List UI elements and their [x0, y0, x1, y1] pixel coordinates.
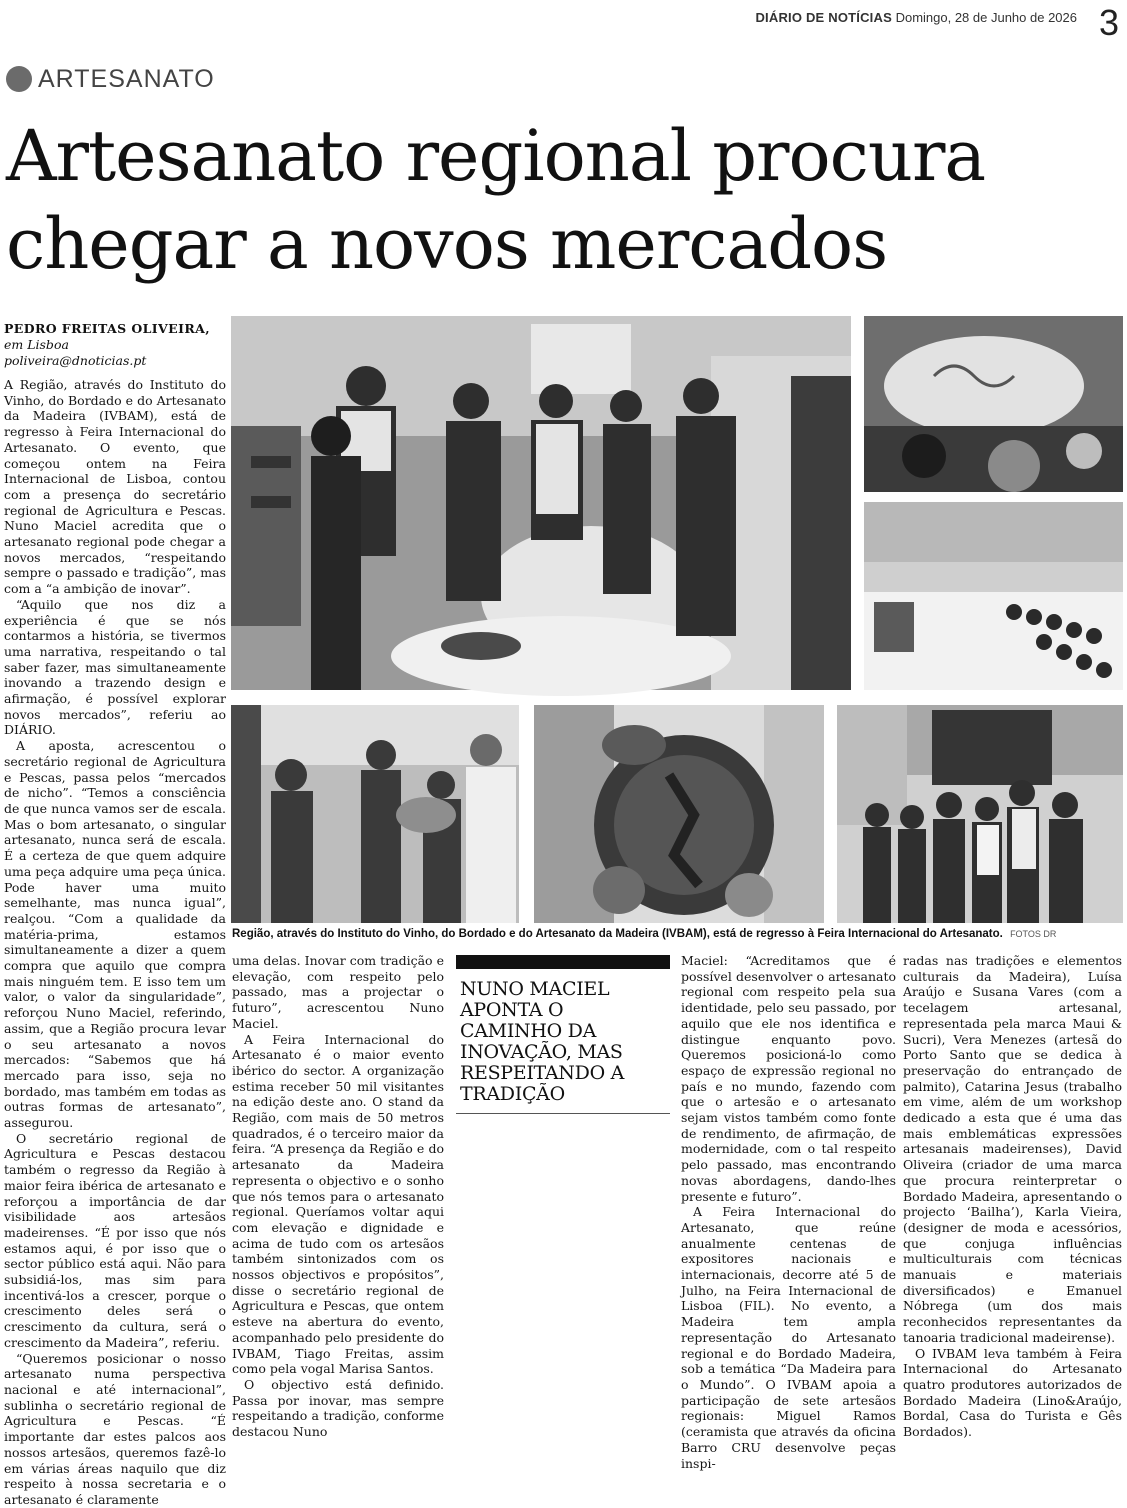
pull-quote-rule — [456, 1113, 670, 1114]
masthead — [0, 2, 1127, 43]
section-tag — [6, 64, 215, 94]
paragraph: uma delas. Inovar com tradição e elevação, com respeito pelo passado, mas a projectar o futuro”, acrescentou Nuno Maciel. — [232, 953, 444, 1031]
section-label: ARTESANATO — [38, 64, 215, 93]
byline — [4, 321, 226, 369]
caption-text: Região, através do Instituto do Vinho, do Bordado e do Artesanato da Madeira (IVBAM), está de regresso à Feira Internacional do Artesanato. — [232, 928, 1003, 940]
photo-caption — [232, 928, 1122, 940]
section-dot-icon — [6, 66, 32, 92]
page-meta — [755, 10, 1077, 25]
paragraph: A aposta, acrescentou o secretário regional de Agricultura e Pescas, passa pelos “mercados de nicho”. “Temos a consciência de que nunca vamos ser de escala. Mas o bom artesanato, o singular artesanato, nunca será de escala. É a certeza de que quem adquire uma peça adquire uma peça única. Pode haver uma muito semelhante, mas nunca igual”, realçou. “Com a qualidade da matéria-prima, estamos simultaneamente a dizer a quem compra que aquilo que compra mais ninguém tem. E isso tem um valor, o valor da singularidade”, reforçou Nuno Maciel, referindo, assim, que a Região procura levar o seu artesanato a novos mercados: “Sabemos que há mercado para isso, seja no bordado, mas também em todas as outras formas de artesanato”, assegurou. — [4, 738, 226, 1131]
article-column-3 — [681, 953, 896, 1471]
photo-stand-visit — [231, 316, 851, 690]
article-column-4 — [903, 953, 1122, 1440]
article-column-1 — [4, 377, 226, 1507]
paragraph: O IVBAM leva também à Feira Internacional do Artesanato quatro produtores autorizados de Bordado Madeira (Lino&Araújo, Bordal, Casa do Turista e Gês Bordados). — [903, 1345, 1122, 1440]
photo-stand-display — [864, 502, 1123, 690]
pull-quote-text: NUNO MACIEL APONTA O CAMINHO DA INOVAÇÃO, MAS RESPEITANDO A TRADIÇÃO — [460, 978, 625, 1105]
headline: Artesanato regional procura chegar a novos mercados — [6, 115, 986, 285]
photo-embroidery-detail — [864, 316, 1123, 492]
byline-location: em Lisboa — [4, 337, 69, 352]
photo-credit: FOTOS DR — [1010, 929, 1057, 939]
byline-email: poliveira@dnoticias.pt — [4, 353, 147, 368]
pull-quote-bar — [456, 955, 670, 969]
page-number: 3 — [1098, 2, 1119, 43]
article-column-2 — [232, 953, 444, 1440]
paragraph: O secretário regional de Agricultura e Pescas destacou também o regresso da Região à maior feira ibérica de artesanato e reforçou a importância de dar visibilidade aos artesãos madeirenses. “É por isso que nós estamos aqui, é por isso que o sector público está aqui. Não para subsidiá-los, mas sim para incentivá-los a crescer, porque o crescimento deles será o crescimento da cultura, será o crescimento da Madeira”, referiu. — [4, 1130, 226, 1350]
photo-group — [837, 705, 1123, 923]
publication-date: Domingo, 28 de Junho de 2026 — [895, 10, 1077, 25]
paragraph: “Aquilo que nos diz a experiência é que se nós contarmos a história, se tivermos uma narrativa, respeitando o tal saber fazer, mas simultaneamente inovando a trazendo design e afirmação, é possível explorar novos mercados”, referiu ao DIÁRIO. — [4, 596, 226, 738]
paragraph: O objectivo está definido. Passa por inovar, mas sempre respeitando a tradição, conforme destacou Nuno — [232, 1376, 444, 1440]
paragraph: A Feira Internacional do Artesanato, que reúne anualmente centenas de expositores nacionais e internacionais, decorre até 5 de Julho, na Feira Internacional de Lisboa (FIL). No evento, a Madeira tem ampla representação do Artesanato regional e do Bordado Madeira, sob a temática “Da Madeira para o Mundo”. O IVBAM apoia a participação de sete artesãos regionais: Miguel Ramos (ceramista que através da oficina Barro CRU desenvolve peças inspi- — [681, 1204, 896, 1471]
paragraph: A Região, através do Instituto do Vinho, do Bordado e do Artesanato da Madeira (IVBAM), está de regresso à Feira Internacional do Artesanato. O evento, que começou ontem na Feira Internacional de Lisboa, contou com a presença do secretário regional de Agricultura e Pescas. Nuno Maciel acredita que o artesanato regional pode chegar a novos mercados, “respeitando sempre o passado e tradição”, mas com a “a ambição de inovar”. — [4, 377, 226, 597]
photo-ceramic-plate — [534, 705, 824, 923]
paragraph: “Queremos posicionar o nosso artesanato numa perspectiva nacional e até internacional”, sublinha o secretário regional de Agricultura e Pescas. “É importante dar estes palcos aos nossos artesãos, queremos fazê-lo em várias áreas naquilo que diz respeito à nossa secretaria e o artesanato é claramente — [4, 1350, 226, 1507]
pull-quote — [456, 955, 670, 1114]
publication-name: DIÁRIO DE NOTÍCIAS — [755, 10, 892, 25]
photo-visitors-ceramics — [231, 705, 519, 923]
byline-author: PEDRO FREITAS OLIVEIRA, — [4, 321, 210, 336]
paragraph: radas nas tradições e elementos culturais da Madeira), Luísa Araújo e Susana Vares (com a tecelagem artesanal, representada pela marca Maui & Sucri), Vera Menezes (artesã do Porto Santo que se dedica à preservação do entrançado de palmito), Catarina Jesus (trabalho em vime, além de um workshop dedicado a esta que é uma das mais emblemáticas expressões artesanais madeirenses), David Oliveira (criador de uma marca que procura reinterpretar o Bordado Madeira, apresentando o projecto ‘Bailha’), Karla Vieira, (designer de moda e acessórios, que conjuga influências multiculturais com técnicas manuais e materiais diversificados) e Emanuel Nóbrega (um dos mais reconhecidos representantes da tanoaria tradicional madeirense). — [903, 953, 1122, 1345]
paragraph: A Feira Internacional do Artesanato é o maior evento ibérico do sector. A organização estima receber 50 mil visitantes na edição deste ano. O stand da Região, com mais de 50 metros quadrados, é o terceiro maior da feira. “A presença da Região e do artesanato da Madeira representa o objectivo e o sonho que nós temos para o artesanato regional. Queríamos voltar aqui com elevação e dignidade e acima de tudo com os artesãos também sintonizados com os nossos objectivos e propósitos”, disse o secretário regional de Agricultura e Pescas, que ontem esteve na abertura do evento, acompanhado pelo presidente do IVBAM, Tiago Freitas, assim como pela vogal Marisa Santos. — [232, 1031, 444, 1377]
paragraph: Maciel: “Acreditamos que é possível desenvolver o artesanato regional com respeito pela sua identidade, pelo seu passado, por aquilo que ele nos identifica e distingue enquanto povo. Queremos posicioná-lo como espaço de expressão regional no país e no mundo, fazendo com que o artesão e o artesanato sejam vistos também como fonte de rendimento, de afirmação, de modernidade, com o tal respeito pelo passado, mas encontrando novas abordagens, dando-lhes presente e futuro”. — [681, 953, 896, 1204]
